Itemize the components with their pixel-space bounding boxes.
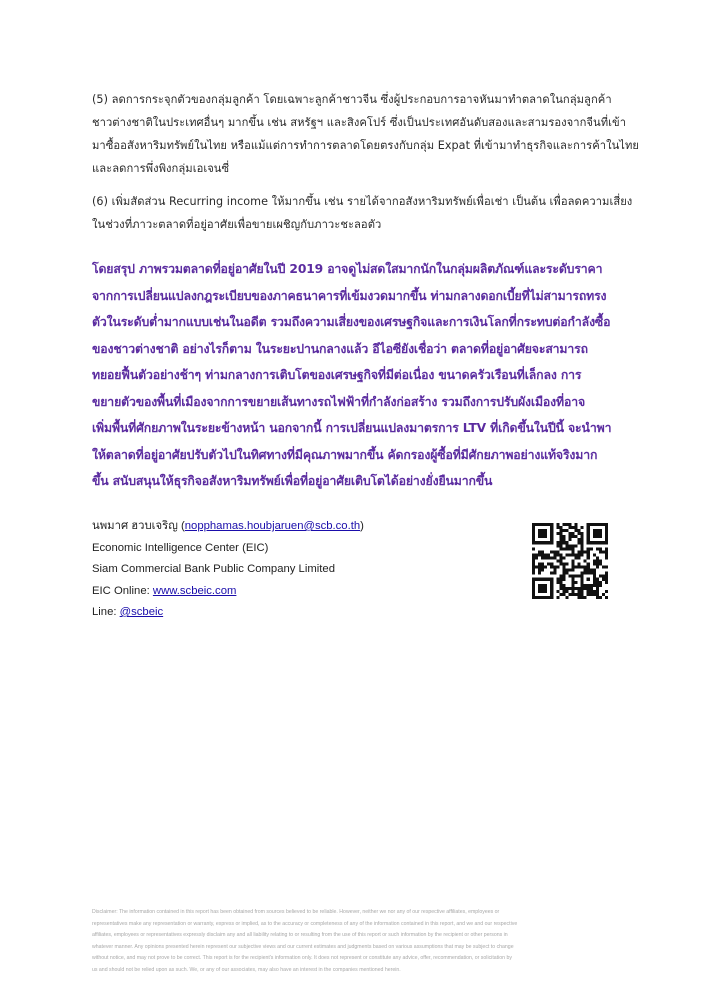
summary-line: ตัวในระดับต่ำมากแบบเช่นในอดีต รวมถึงความเสี่ยงของเศรษฐกิจและการเงินโลกที่กระทบต่อกำลังซื้อ <box>92 315 611 329</box>
summary-paragraph <box>92 256 632 495</box>
paragraph-line: (6) เพิ่มสัดส่วน Recurring income ให้มากขึ้น เช่น รายได้จากอสังหาริมทรัพย์เพื่อเช่า เป็นต้น เพื่อลดความเสี่ยง <box>92 195 633 208</box>
summary-line: เพิ่มพื้นที่ศักยภาพในระยะข้างหน้า นอกจากนี้ การเปลี่ยนแปลงมาตรการ LTV ที่เกิดขึ้นในปีนี้ จะนำพา <box>92 421 612 435</box>
online-label: EIC Online: <box>92 584 153 597</box>
disclaimer-line: without notice, and may not prove to be correct. This report is for the recipient's information only. It does not represent or constitute any advice, offer, recommendation, or solicitation by <box>92 955 512 961</box>
paragraph-recommendation-5 <box>92 88 639 180</box>
summary-line: ของชาวต่างชาติ อย่างไรก็ตาม ในระยะปานกลางแล้ว อีไอซียังเชื่อว่า ตลาดที่อยู่อาศัยจะสามารถ <box>92 341 588 356</box>
paragraph-recommendation-6 <box>92 190 633 236</box>
summary-line: ขยายตัวของพื้นที่เมืองจากการขยายเส้นทางรถไฟฟ้าที่กำลังก่อสร้าง รวมถึงการปรับผังเมืองที่อาจ <box>92 394 586 409</box>
line-label: Line: <box>92 606 120 618</box>
disclaimer-line: affiliates, employees or representatives expressly disclaim any and all liability relating to or resulting from the use of this report or such information by the recipient or other persons in <box>92 932 508 938</box>
disclaimer-line: us and should not be relied upon as such. We, or any of our associates, may also have an interest in the companies mentioned herein. <box>92 966 401 973</box>
disclaimer-text <box>92 907 632 976</box>
disclaimer-line: representatives make any representation or warranty, express or implied, as to the accuracy or completeness of any of the information contained in this report, and we and our respective <box>92 920 518 927</box>
contact-block <box>92 516 364 624</box>
paragraph-line: ในช่วงที่ภาวะตลาดที่อยู่อาศัยเพื่อขายเผชิญกับภาวะชะลอตัว <box>92 218 382 231</box>
author-email-link[interactable]: nopphamas.houbjaruen@scb.co.th <box>184 520 361 532</box>
qr-code-icon[interactable] <box>532 523 608 599</box>
paragraph-line: และลดการพึ่งพิงกลุ่มเอเจนซี่ <box>92 162 230 175</box>
disclaimer-line: whatever manner. Any opinions presented herein represent our subjective views and our current estimates and judgments based on various assumptions that may be subject to change <box>92 943 514 950</box>
email-close-paren: ) <box>360 520 364 532</box>
author-name: นพมาศ ฮวบเจริญ <box>92 520 178 532</box>
org-name: Economic Intelligence Center (EIC) <box>92 541 269 554</box>
summary-line: ให้ตลาดที่อยู่อาศัยปรับตัวไปในทิศทางที่มีคุณภาพมากขึ้น คัดกรองผู้ซื้อที่มีศักยภาพอย่างแท้จริงมาก <box>92 447 598 462</box>
summary-line: โดยสรุป ภาพรวมตลาดที่อยู่อาศัยในปี 2019 อาจดูไม่สดใสมากนักในกลุ่มผลิตภัณฑ์และระดับราคา <box>92 262 603 276</box>
summary-line: จากการเปลี่ยนแปลงกฎระเบียบของภาคธนาคารที่เข้มงวดมากขึ้น ท่ามกลางดอกเบี้ยที่ไม่สามารถทรง <box>92 288 607 303</box>
company-name: Siam Commercial Bank Public Company Limited <box>92 563 335 575</box>
paragraph-line: (5) ลดการกระจุกตัวของกลุ่มลูกค้า โดยเฉพาะลูกค้าชาวจีน ซึ่งผู้ประกอบการอาจหันมาทำตลาดในกลุ่มลูกค้า <box>92 93 612 106</box>
disclaimer-line: Disclaimer: The information contained in this report has been obtained from sources believed to be reliable. However, neither we nor any of our respective affiliates, employees or <box>92 909 500 915</box>
paragraph-line: ชาวต่างชาติในประเทศอื่นๆ มากขึ้น เช่น สหรัฐฯ และสิงคโปร์ ซึ่งเป็นประเทศอันดับสองและสามรองจากจีนที่เข้า <box>92 116 627 129</box>
author-line <box>92 516 364 538</box>
summary-line: ทยอยฟื้นตัวอย่างช้าๆ ท่ามกลางการเติบโตของเศรษฐกิจที่มีต่อเนื่อง ขนาดครัวเรือนที่เล็กลง การ <box>92 368 582 382</box>
online-line <box>92 581 364 603</box>
line-handle-link[interactable]: @scbeic <box>119 606 164 618</box>
website-link[interactable]: www.scbeic.com <box>152 584 237 597</box>
line-contact <box>92 602 364 624</box>
summary-line: ขึ้น สนับสนุนให้ธุรกิจอสังหาริมทรัพย์เพื่อที่อยู่อาศัยเติบโตได้อย่างยั่งยืนมากขึ้น <box>92 474 493 488</box>
paragraph-line: มาซื้ออสังหาริมทรัพย์ในไทย หรือแม้แต่การทำการตลาดโดยตรงกับกลุ่ม Expat ที่เข้ามาทำธุรกิจและการค้าในไทย <box>92 139 639 152</box>
email-open-paren: ( <box>181 520 185 532</box>
